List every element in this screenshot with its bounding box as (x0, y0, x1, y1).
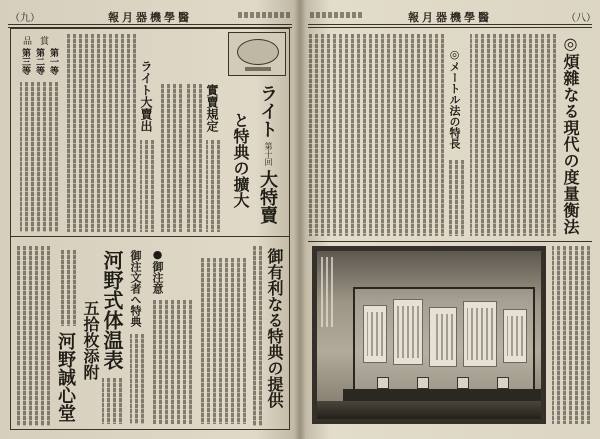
header-date (238, 12, 290, 18)
display-item (497, 377, 509, 389)
prize-first: 第一等 (48, 48, 58, 75)
emblem-logo (228, 32, 286, 76)
body-text-block (152, 300, 192, 424)
page-number: （八） (566, 13, 596, 24)
notice-title: ●御注意 (151, 248, 164, 294)
body-text-block (130, 334, 144, 424)
body-text-block (58, 250, 76, 326)
poster (503, 309, 527, 363)
display-shelf (343, 389, 541, 401)
body-text-block (250, 246, 262, 426)
photo-floor (317, 401, 541, 419)
article-body-block (470, 34, 556, 236)
body-text-block (186, 84, 202, 232)
ad-headline-edition: 第十回 (264, 142, 273, 166)
article-body-block (308, 34, 444, 236)
poster (463, 301, 497, 367)
article-title: ◎煩雜なる現代の度量衡法 (561, 34, 580, 235)
company-name: 河野誠心堂 (55, 332, 76, 422)
offer-title: 御有利なる特典の提供 (265, 248, 284, 408)
ad-sale-title: ライト大賣出 (139, 60, 153, 132)
body-text-block (102, 378, 122, 424)
photo-background (317, 251, 541, 419)
poster (429, 307, 457, 367)
display-item (377, 377, 389, 389)
prize-second: 第二等 (34, 48, 44, 75)
center-fold (294, 0, 306, 439)
display-case-photo (312, 246, 546, 424)
running-header-title: 報月器機學醫 (408, 11, 492, 24)
ad-rules-title: 實賣規定 (205, 84, 219, 132)
emblem-bar (245, 67, 271, 71)
article-body-block (448, 160, 464, 236)
running-header-title: 報月器機學醫 (108, 11, 192, 24)
ad-headline-main: ライト (257, 84, 278, 138)
photo-side-text-block (552, 246, 590, 424)
section-title: ◎メートル法の特長 (448, 48, 461, 149)
body-text-block (160, 84, 182, 232)
customer-benefit: 御注文者へ特典 (129, 250, 142, 327)
body-text-block (66, 34, 136, 232)
product-name: 河野式体温表 (100, 250, 124, 370)
prize-third: 第三等 (20, 48, 30, 75)
article-divider (308, 241, 592, 242)
poster (393, 299, 423, 365)
header-rule (308, 24, 592, 28)
body-text-block (20, 82, 58, 232)
price-list-block (200, 258, 246, 424)
display-item (417, 377, 429, 389)
body-text-block (140, 140, 154, 232)
right-page (300, 0, 600, 439)
display-item (457, 377, 469, 389)
page-number: （九） (10, 13, 40, 24)
photo-caption-block (321, 257, 333, 327)
address-block (16, 246, 50, 426)
product-bonus: 五拾枚添附 (81, 300, 100, 380)
body-text-block (206, 140, 220, 232)
poster (363, 305, 387, 363)
emblem-oval (237, 39, 279, 65)
ad-headline-sale: 大特賣 (257, 170, 278, 224)
prize-header: 品賞 (22, 37, 57, 47)
ad-headline-sub: と特典の擴大 (231, 112, 250, 208)
advertisement-divider (10, 236, 290, 237)
